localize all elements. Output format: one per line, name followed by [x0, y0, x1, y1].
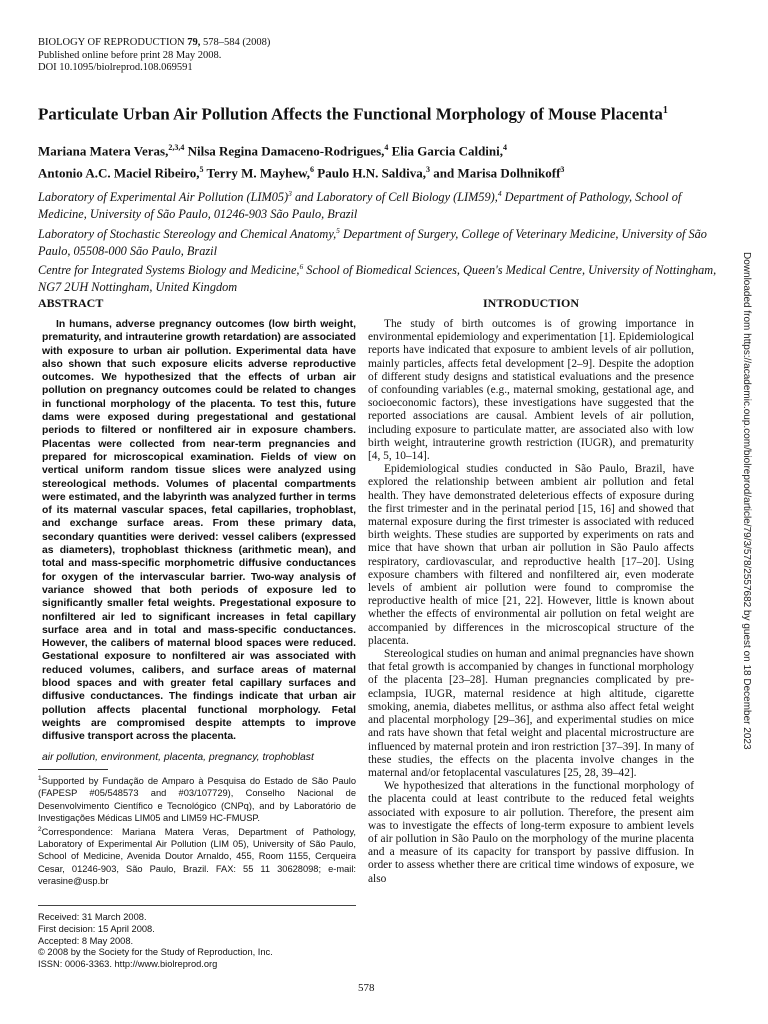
- author: Nilsa Regina Damaceno-Rodrigues,: [187, 143, 385, 159]
- title-footnote-marker: 1: [662, 105, 668, 116]
- author-affil-marker: 4: [503, 143, 507, 152]
- received-info: [38, 905, 356, 971]
- author: Terry M. Mayhew,: [206, 165, 311, 181]
- page-number: 578: [358, 982, 375, 994]
- author-line-1: [38, 138, 718, 160]
- affiliation: [38, 259, 728, 296]
- paper-title: [38, 100, 718, 126]
- received-date: Received: 31 March 2008.: [38, 912, 147, 922]
- introduction-heading: INTRODUCTION: [482, 296, 579, 310]
- abstract-body: In humans, adverse pregnancy outcomes (low birth weight, prematurity, and intrauterine growth retardation) are associated with exposure to urban air pollution. Experimental data have also shown that such exposure elicits adverse reproductive outcomes. We hypothesized that the effects of urban air pollution on pregnancy outcomes could be related to changes in functional morphology of the placenta. To test this, future dams were exposed during pregestational and gestational periods to filtered or nonfiltered air in exposure chambers. Placentas were collected from near-term pregnancies and prepared for microscopical examination. Fields of view on vertical uniform random tissue slices were analyzed using stereological methods. Volumes of placental compartments were estimated, and the labyrinth was analyzed further in terms of its maternal vascular spaces, fetal capillaries, trophoblast, and exchange surface areas. From these primary data, secondary quantities were derived: vessel calibers (expressed as diameters), trophoblast thickness (arithmetic mean), and total and mass-specific morphometric diffusive conductances for oxygen of the intervascular barrier. Two-way analysis of variance showed that both periods of exposure led to significantly smaller fetal weights. Pregestational exposure to nonfiltered air led to significant increases in fetal capillary surface area and in total and mass-specific conductances. However, the calibers of maternal blood spaces were reduced. Gestational exposure to nonfiltered air was associated with reduced volumes, calibers, and surface areas of maternal blood spaces and with greater fetal capillary surfaces and diffusive conductances. The findings indicate that urban air pollution affects placental functional morphology. Fetal weights are compromised despite attempts to improve diffusive transport across the placenta.: [42, 319, 356, 743]
- affiliation-text: Department of Surgery, College of Veterinary Medicine, University of São Paulo, 05508-000 São Paulo, Brazil: [38, 226, 707, 258]
- affiliation-marker: 4: [497, 189, 502, 198]
- copyright: © 2008 by the Society for the Study of Reproduction, Inc.: [38, 947, 273, 958]
- published-date: Published online before print 28 May 2008.: [38, 49, 222, 61]
- affiliation-text: Laboratory of Stochastic Stereology and Chemical Anatomy,: [38, 226, 337, 241]
- intro-paragraph: The study of birth outcomes is of growing importance in environmental epidemiology and experimentation [1]. Epidemiological reports have indicated that exposure to ambient levels of air pollution, mainly particles, affects fetal development [2–9]. Despite the adoption of different study designs and statistical evaluations and the presence of confounding variables (e.g., maternal smoking, gestational age, and socioeconomic factors), these investigations have suggested that the reported associations are causal. Ambient levels of air pollution, including exposure to particulate matter, are associated also with low birth weight, intrauterine growth restriction (IUGR), and prematurity [4, 5, 10–14].: [368, 318, 694, 463]
- author-affil-marker: 5: [199, 165, 204, 175]
- affiliation-text: and Laboratory of Cell Biology (LIM59),: [291, 190, 498, 205]
- affiliation: [38, 223, 728, 260]
- affiliation-text: Laboratory of Experimental Air Pollution (LIM05): [38, 190, 289, 205]
- affiliation-marker: 5: [336, 225, 340, 235]
- author: Mariana Matera Veras,: [38, 143, 169, 159]
- author-affil-marker: 4: [384, 143, 389, 152]
- footnote-funding: [38, 773, 356, 824]
- abstract-heading: ABSTRACT: [38, 296, 104, 310]
- footnote-marker: 1: [38, 775, 42, 782]
- journal-header: [38, 37, 270, 75]
- intro-paragraph: We hypothesized that alterations in the functional morphology of the placenta could at least contribute to the reduced fetal weights associated with exposure to air pollution. Therefore, the present aim was to investigate the effects of long-term exposure to ambient levels of air pollution in São Paulo on the morphology of the murine placenta and a measure of its capacity for transport by passive diffusion. In order to assess whether there are critical time windows of exposure, we also: [368, 780, 694, 885]
- affiliation-text: School of Biomedical Sciences, Queen's Medical Centre, University of Nottingham, NG7 2UH Nottingham, United Kingdom: [38, 263, 717, 295]
- introduction-section: [368, 296, 694, 886]
- received-rule: [38, 905, 356, 906]
- journal-volume: 79,: [187, 37, 201, 48]
- footnote-marker: 2: [38, 825, 42, 833]
- author-affil-marker: 3: [426, 165, 431, 175]
- intro-paragraph: Epidemiological studies conducted in São Paulo, Brazil, have explored the relationship between ambient air pollution and fetal health. They have demonstrated deleterious effects of exposure during the first trimester and in the perinatal period [15, 16] and showed that maternal exposure during the first trimester is associated with reduced birth weights. These studies are supported by experiments on rats and mice that have shown that urban air pollution in São Paulo affects respiratory, cardiovascular, and reproductive health [17–20]. Using exposure chambers with filtered and nonfiltered air, even moderate levels of ambient air pollution were found to compromise the reproductive health of mice [21, 22]. However, little is known about whether the effects of environmental air pollution on fetal weight are accompanied by differences in the microscopical structure of the placenta.: [368, 463, 694, 647]
- footnote-text: Correspondence: Mariana Matera Veras, Department of Pathology, Laboratory of Experimental Air Pollution (LIM 05), University of São Paulo, School of Medicine, Avenida Doutor Arnaldo, 455, Room 1155, Cerqueira Cesar, 01246-903, São Paulo, Brazil. FAX: 55 11 30628098; e-mail: verasine@usp.br: [38, 827, 356, 886]
- footnote-correspondence: [38, 824, 356, 887]
- footnotes: [38, 769, 356, 887]
- abstract-section: [38, 296, 356, 763]
- author: Antonio A.C. Maciel Ribeiro,: [38, 165, 200, 181]
- footnote-text: Supported by Fundação de Amparo à Pesquisa do Estado de São Paulo (FAPESP #05/548573 and #03/107729), Conselho Nacional de Desenvolvimento Científico e Tecnológico (CNPq), and by Laboratório de Investigações Médicas LIM05 and LIM59 HC-FMUSP.: [38, 776, 356, 823]
- author-line-2: [38, 160, 718, 182]
- intro-paragraph: Stereological studies on human and animal pregnancies have shown that fetal growth is accompanied by changes in functional morphology of the placenta [23–28]. Human pregnancies complicated by pre-eclampsia, IUGR, maternal residence at high altitude, cigarette smoking, anemia, diabetes mellitus, or asthma also affect fetal weight and placental morphology [29–36], and experimental studies on mice and rats have shown that fetal weight and placental microstructure are influenced by maternal protein and iron restriction [37–39]. In many of these studies, the effects on the placenta involve changes in the maternal and/or fetoplacental vasculatures [25, 28, 39–42].: [368, 648, 694, 779]
- issn: ISSN: 0006-3363. http://www.biolreprod.org: [38, 959, 218, 970]
- accepted-date: Accepted: 8 May 2008.: [38, 935, 134, 946]
- doi: DOI 10.1095/biolreprod.108.069591: [38, 62, 193, 73]
- first-decision-date: First decision: 15 April 2008.: [38, 923, 155, 934]
- footnote-rule: [38, 769, 108, 770]
- affiliation-marker: 6: [299, 262, 304, 272]
- author: Paulo H.N. Saldiva,: [317, 165, 427, 181]
- journal-pages: 578–584 (2008): [203, 37, 271, 48]
- journal-citation: [38, 37, 270, 50]
- keywords: air pollution, environment, placenta, pregnancy, trophoblast: [42, 751, 314, 763]
- author-affil-marker: 6: [310, 165, 315, 175]
- author-list: [38, 138, 718, 183]
- author: Elia Garcia Caldini,: [391, 143, 503, 159]
- journal-name: BIOLOGY OF REPRODUCTION: [38, 37, 185, 48]
- author-affil-marker: 2,3,4: [168, 143, 185, 152]
- affiliation-text: Centre for Integrated Systems Biology and Medicine,: [38, 263, 300, 278]
- affiliation-text: Department of Pathology, School of Medicine, University of São Paulo, 01246-903 São Paulo, Brazil: [38, 190, 682, 221]
- author-affil-marker: 3: [560, 165, 565, 175]
- download-watermark: Downloaded from https://academic.oup.com/biolreprod/article/79/3/578/2557682 by guest on 18 December 2023: [741, 252, 752, 750]
- affiliation-marker: 3: [288, 189, 292, 198]
- title-text: Particulate Urban Air Pollution Affects the Functional Morphology of Mouse Placenta: [38, 104, 663, 124]
- affiliations: [38, 186, 728, 296]
- author: and Marisa Dolhnikoff: [433, 165, 561, 181]
- affiliation: [38, 186, 728, 223]
